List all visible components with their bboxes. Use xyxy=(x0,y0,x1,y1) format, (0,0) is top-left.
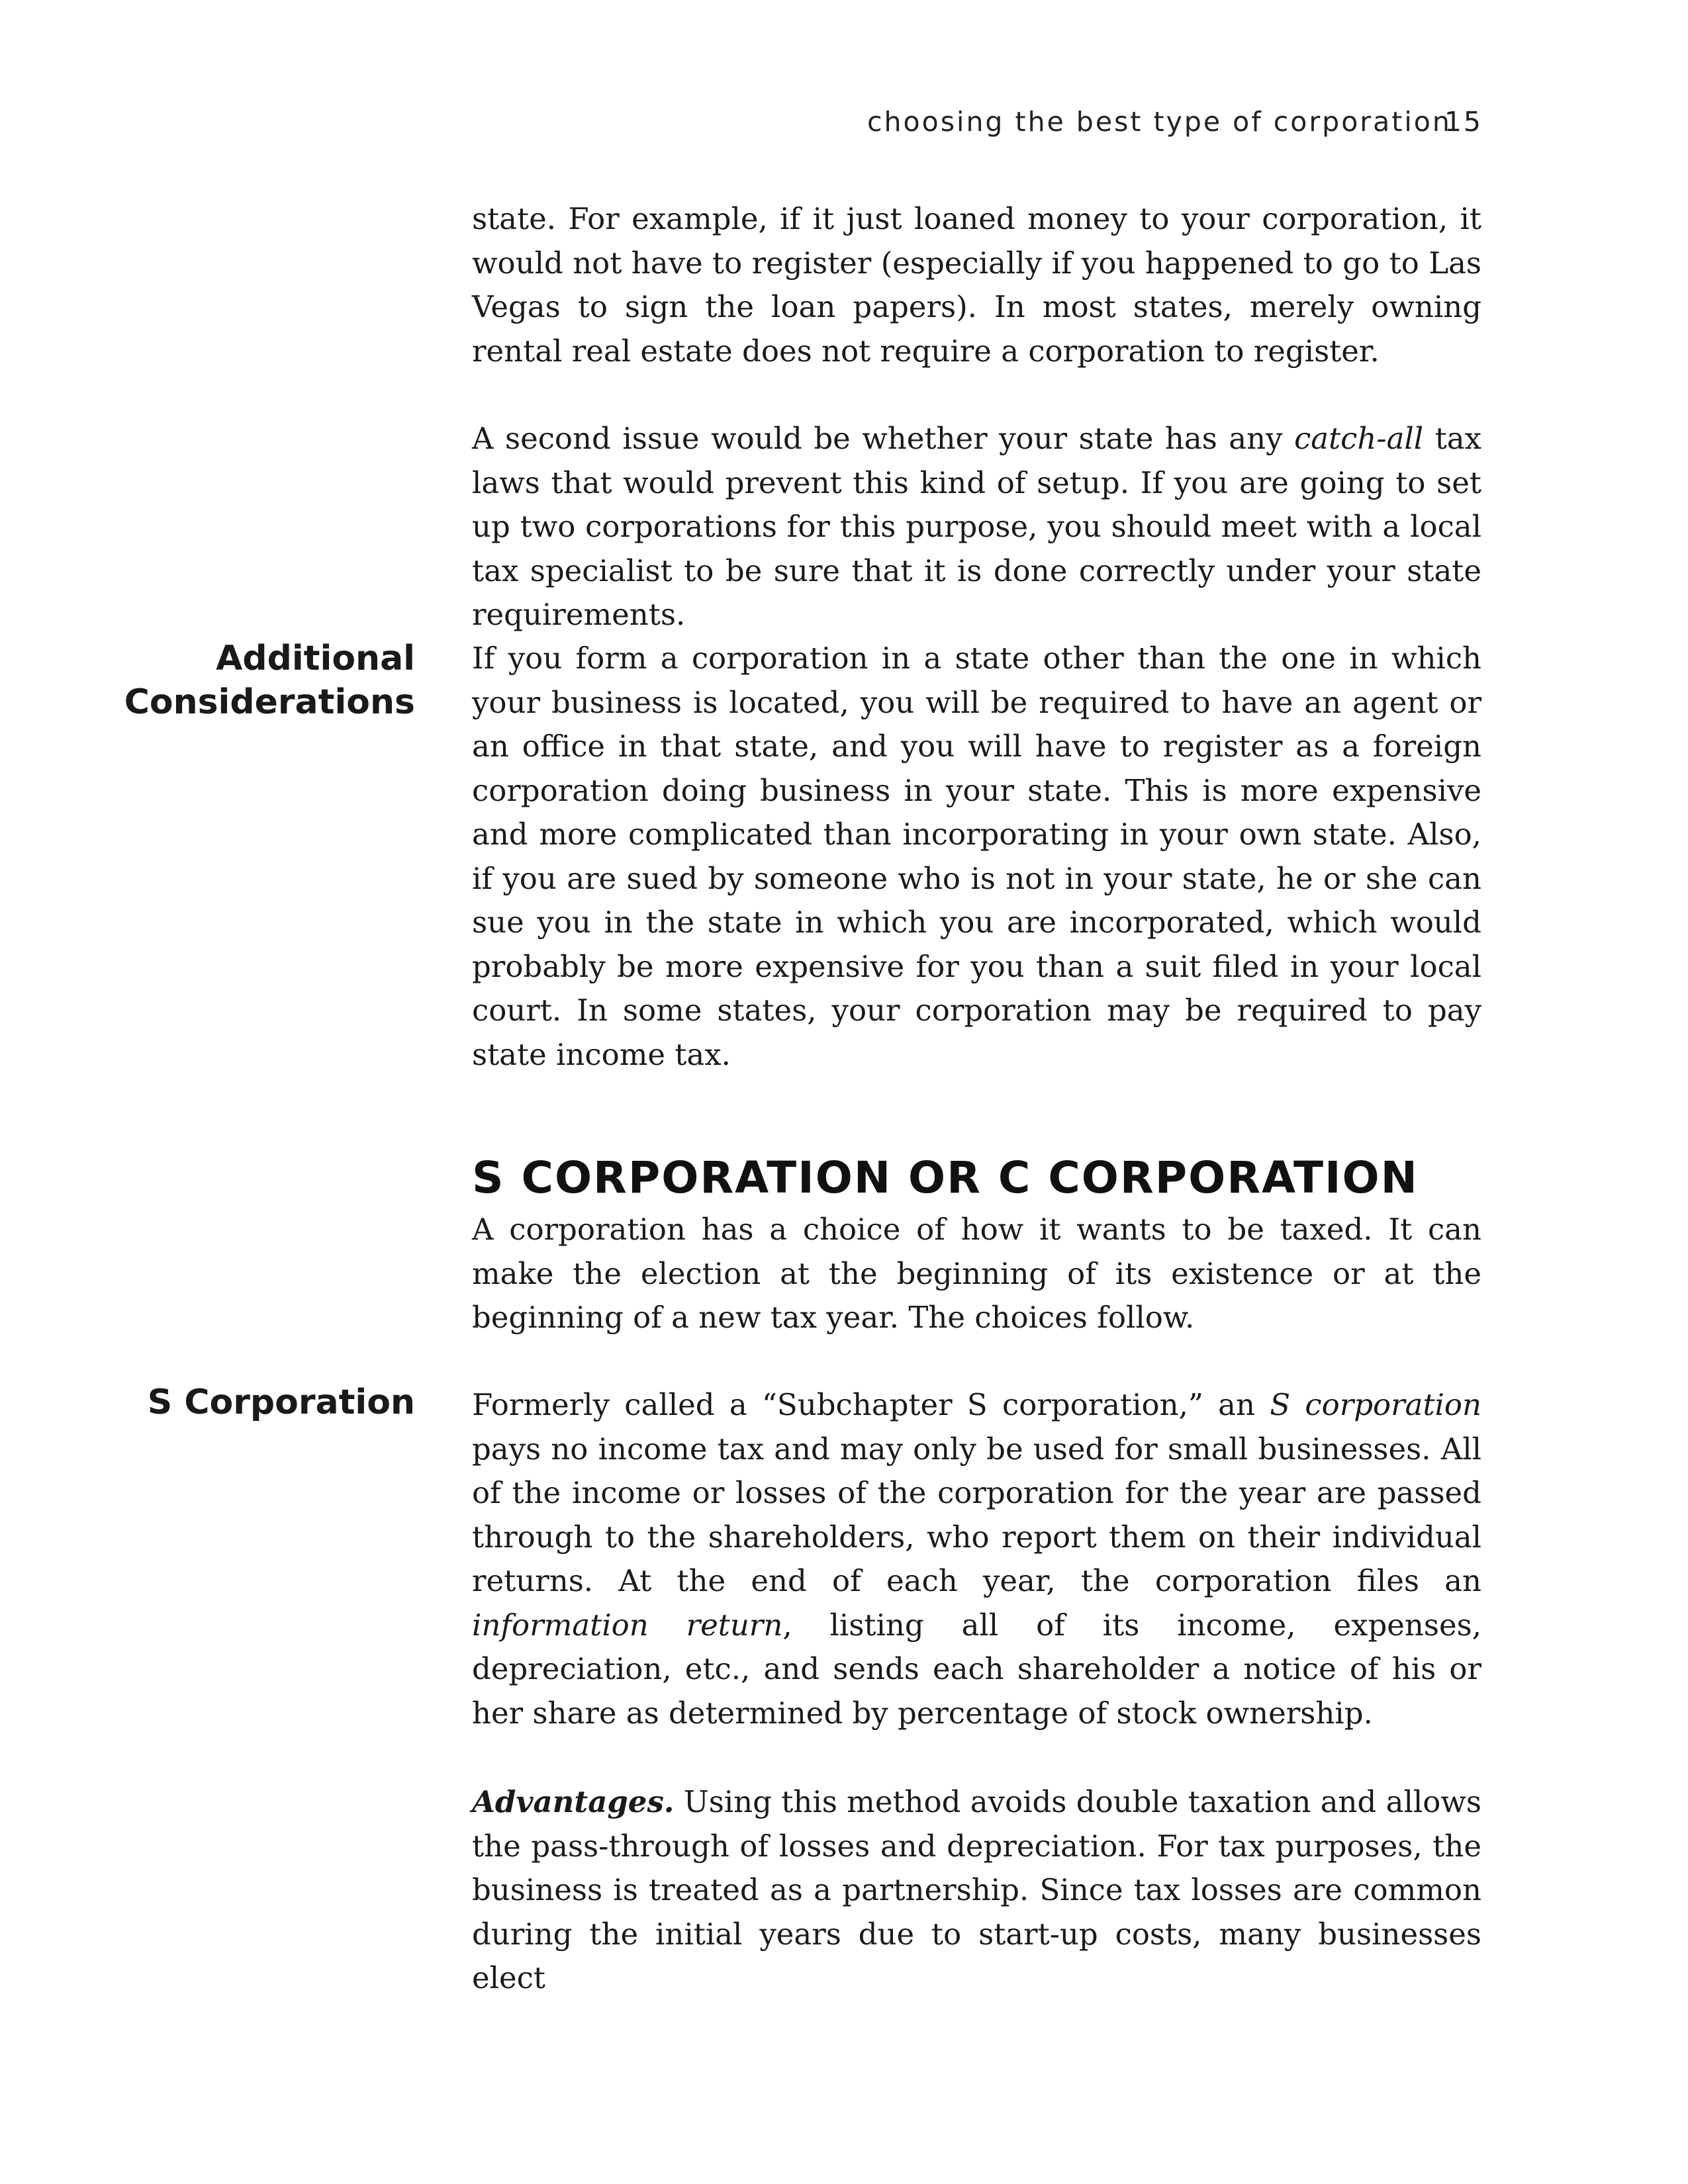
paragraph-catch-all xyxy=(472,417,1481,637)
advantages-label: Advantages. xyxy=(472,1784,675,1819)
running-head xyxy=(867,98,1483,144)
paragraph-tax-choice xyxy=(472,1208,1481,1340)
paragraph-s-corporation xyxy=(472,1383,1481,1735)
text-run: A second issue would be whether your state has any xyxy=(472,421,1295,456)
paragraph-text xyxy=(472,1383,1481,1735)
section-heading: S CORPORATION OR C CORPORATION xyxy=(472,1152,1419,1203)
sidehead-line: Considerations xyxy=(124,682,415,722)
emphasis-catch-all: catch-all xyxy=(1294,421,1424,456)
text-run: Using this method avoids double taxation and allows the pass-through of losses and depreciation. For tax purposes, the business is treated as a partnership. Since tax losses are common during the initial years due to start-up costs, many businesses elect xyxy=(472,1784,1481,1995)
sidehead-s-corporation: S Corporation xyxy=(147,1383,415,1422)
text-run: , listing all of its income, expenses, depreciation, etc., and sends each shareholder a notice of his or her share as determined by percentage of stock ownership. xyxy=(472,1607,1482,1731)
sidehead-line: Additional xyxy=(216,639,415,678)
text-run: tax laws that would prevent this kind of setup. If you are going to set up two corporations for this purpose, you should meet with a local tax specialist to be sure that it is done correctly under your state requirements. xyxy=(472,421,1481,632)
text-run: Formerly called a “Subchapter S corporation,” an xyxy=(472,1387,1270,1422)
paragraph-additional-considerations xyxy=(472,637,1481,1077)
paragraph-text: If you form a corporation in a state other than the one in which your business is located, you will be required to have an agent or an office in that state, and you will have to register as a foreign corporation doing business in your state. This is more expensive and more complicated than incorporating in your own state. Also, if you are sued by someone who is not in your state, he or she can sue you in the state in which you are incorporated, which would probably be more expensive for you than a suit filed in your local court. In some states, your corporation may be required to pay state income tax. xyxy=(472,641,1481,1072)
paragraph-text: state. For example, if it just loaned money to your corporation, it would not have to register (especially if you happened to go to Las Vegas to sign the loan papers). In most states, merely owning rental real estate does not require a corporation to register. xyxy=(472,201,1481,369)
paragraph-state-registration xyxy=(472,197,1481,373)
emphasis-information-return: information return xyxy=(472,1607,783,1643)
paragraph-text: A corporation has a choice of how it wants to be taxed. It can make the election at the beginning of its existence or at the beginning of a new tax year. The choices follow. xyxy=(472,1212,1481,1335)
paragraph-text xyxy=(472,1780,1481,2001)
running-title: choosing the best type of corporation xyxy=(867,106,1452,138)
page-number: 15 xyxy=(1444,106,1483,138)
paragraph-advantages xyxy=(472,1780,1481,2001)
emphasis-s-corporation: S corporation xyxy=(1270,1387,1481,1422)
paragraph-text xyxy=(472,417,1481,637)
text-run: pays no income tax and may only be used for small businesses. All of the income or losses of the corporation for the year are passed through to the shareholders, who report them on their individual returns. At the end of each year, the corporation files an xyxy=(472,1431,1481,1598)
sidehead-additional-considerations xyxy=(71,637,415,724)
